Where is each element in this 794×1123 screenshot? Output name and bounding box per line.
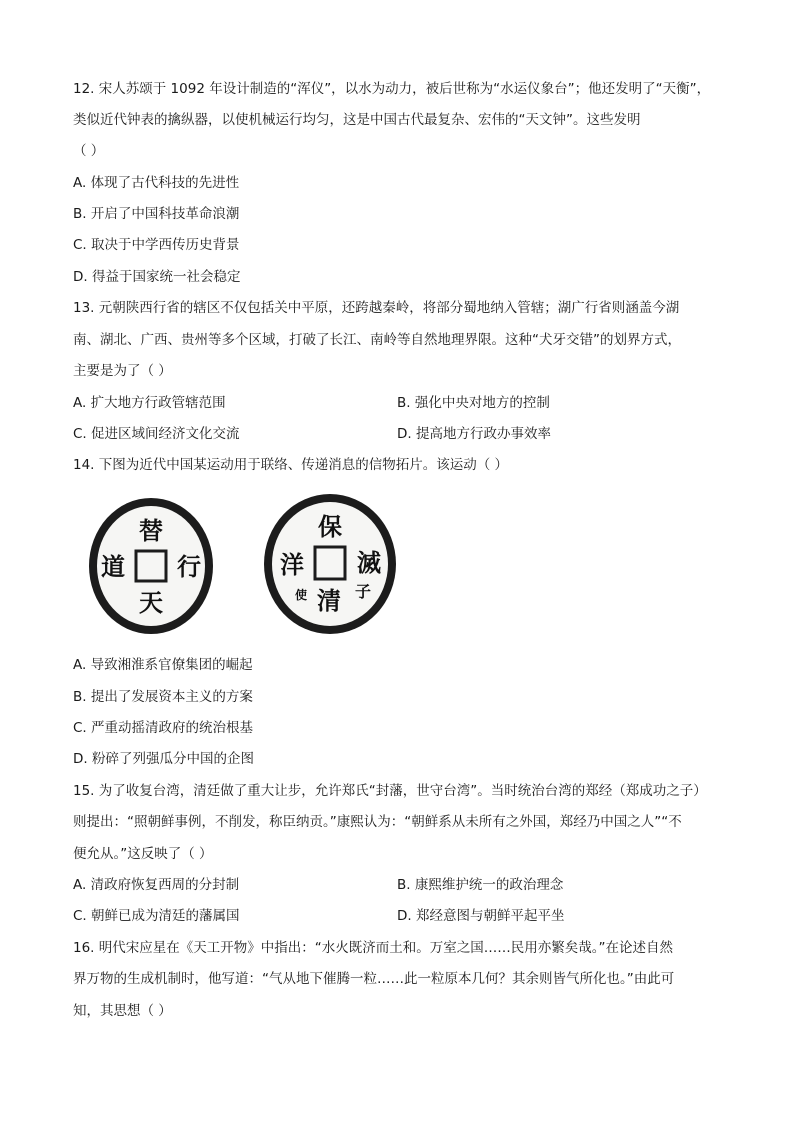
q12-option-b: B. 开启了中国科技革命浪潮: [73, 206, 240, 222]
coin-1-char-bottom: 天: [139, 588, 163, 617]
coin-2-char-left: 洋: [280, 550, 304, 579]
q15-option-b: B. 康熙维护统一的政治理念: [397, 877, 564, 893]
q16-stem-line-2: 界万物的生成机制时，他写道：“气从地下催腾一粒……此一粒原本几何？其余则皆气所化也。”由此可: [73, 971, 675, 987]
q14-option-a: A. 导致湘淮系官僚集团的崛起: [73, 657, 253, 673]
coin-2-char-small-left: 使: [294, 588, 308, 602]
q15-option-a: A. 清政府恢复西周的分封制: [73, 877, 240, 893]
q12-stem-line-2: 类似近代钟表的擒纵器，以使机械运行均匀，这是中国古代最复杂、宏伟的“天文钟”。这些发明: [73, 112, 641, 128]
q15-stem-line-3: 便允从。”这反映了（ ）: [73, 846, 213, 862]
coin-rubbing-2: [259, 489, 401, 639]
q15-option-d: D. 郑经意图与朝鲜平起平坐: [397, 908, 565, 924]
coin-2-char-top: 保: [318, 512, 342, 541]
q13-option-a: A. 扩大地方行政管辖范围: [73, 395, 226, 411]
q15-option-c: C. 朝鲜已成为清廷的藩属国: [73, 908, 240, 924]
q12-answer-blank: （ ）: [73, 143, 105, 159]
q13-stem-line-3: 主要是为了（ ）: [73, 363, 172, 379]
q15-stem-line-1: 15. 为了收复台湾，清廷做了重大让步，允许郑氏“封藩，世守台湾”。当时统治台湾的郑经（郑成功之子）: [73, 783, 707, 799]
coin-2-char-small-right: 子: [354, 582, 372, 601]
coin-1-char-right: 行: [177, 552, 201, 581]
q12-option-d: D. 得益于国家统一社会稳定: [73, 269, 241, 285]
q12-option-a: A. 体现了古代科技的先进性: [73, 175, 240, 191]
q16-stem-line-1: 16. 明代宋应星在《天工开物》中指出：“水火既济而土和。万室之国……民用亦繁矣哉。”在论述自然: [73, 940, 673, 956]
q12-option-c: C. 取决于中学西传历史背景: [73, 237, 240, 253]
coin-2-char-right: 滅: [357, 548, 381, 577]
q14-option-b: B. 提出了发展资本主义的方案: [73, 689, 253, 705]
q13-option-d: D. 提高地方行政办事效率: [397, 426, 551, 442]
coin-rubbing-1: [84, 493, 218, 639]
q14-option-c: C. 严重动摇清政府的统治根基: [73, 720, 254, 736]
coin-1-char-left: 道: [101, 552, 125, 581]
q13-stem-line-2: 南、湖北、广西、贵州等多个区域，打破了长江、南岭等自然地理界限。这种“犬牙交错”的划界方式，: [73, 332, 681, 348]
coin-1-char-top: 替: [139, 516, 163, 545]
q13-option-c: C. 促进区域间经济文化交流: [73, 426, 240, 442]
q13-stem-line-1: 13. 元朝陕西行省的辖区不仅包括关中平原，还跨越秦岭，将部分蜀地纳入管辖；湖广行省则涵盖今湖: [73, 300, 680, 316]
q12-stem-line-1: 12. 宋人苏颂于 1092 年设计制造的“浑仪”，以水为动力，被后世称为“水运仪象台”；他还发明了“天衡”，: [73, 81, 711, 97]
q16-stem-line-3: 知，其思想（ ）: [73, 1003, 172, 1019]
q14-option-d: D. 粉碎了列强瓜分中国的企图: [73, 751, 254, 767]
coin-2-char-bottom: 清: [317, 586, 341, 615]
q15-stem-line-2: 则提出：“照朝鲜事例，不削发，称臣纳贡。”康熙认为：“朝鲜系从未所有之外国，郑经乃中国之人”“不: [73, 814, 682, 830]
q14-stem-line-1: 14. 下图为近代中国某运动用于联络、传递消息的信物拓片。该运动（ ）: [73, 457, 509, 473]
q13-option-b: B. 强化中央对地方的控制: [397, 395, 550, 411]
